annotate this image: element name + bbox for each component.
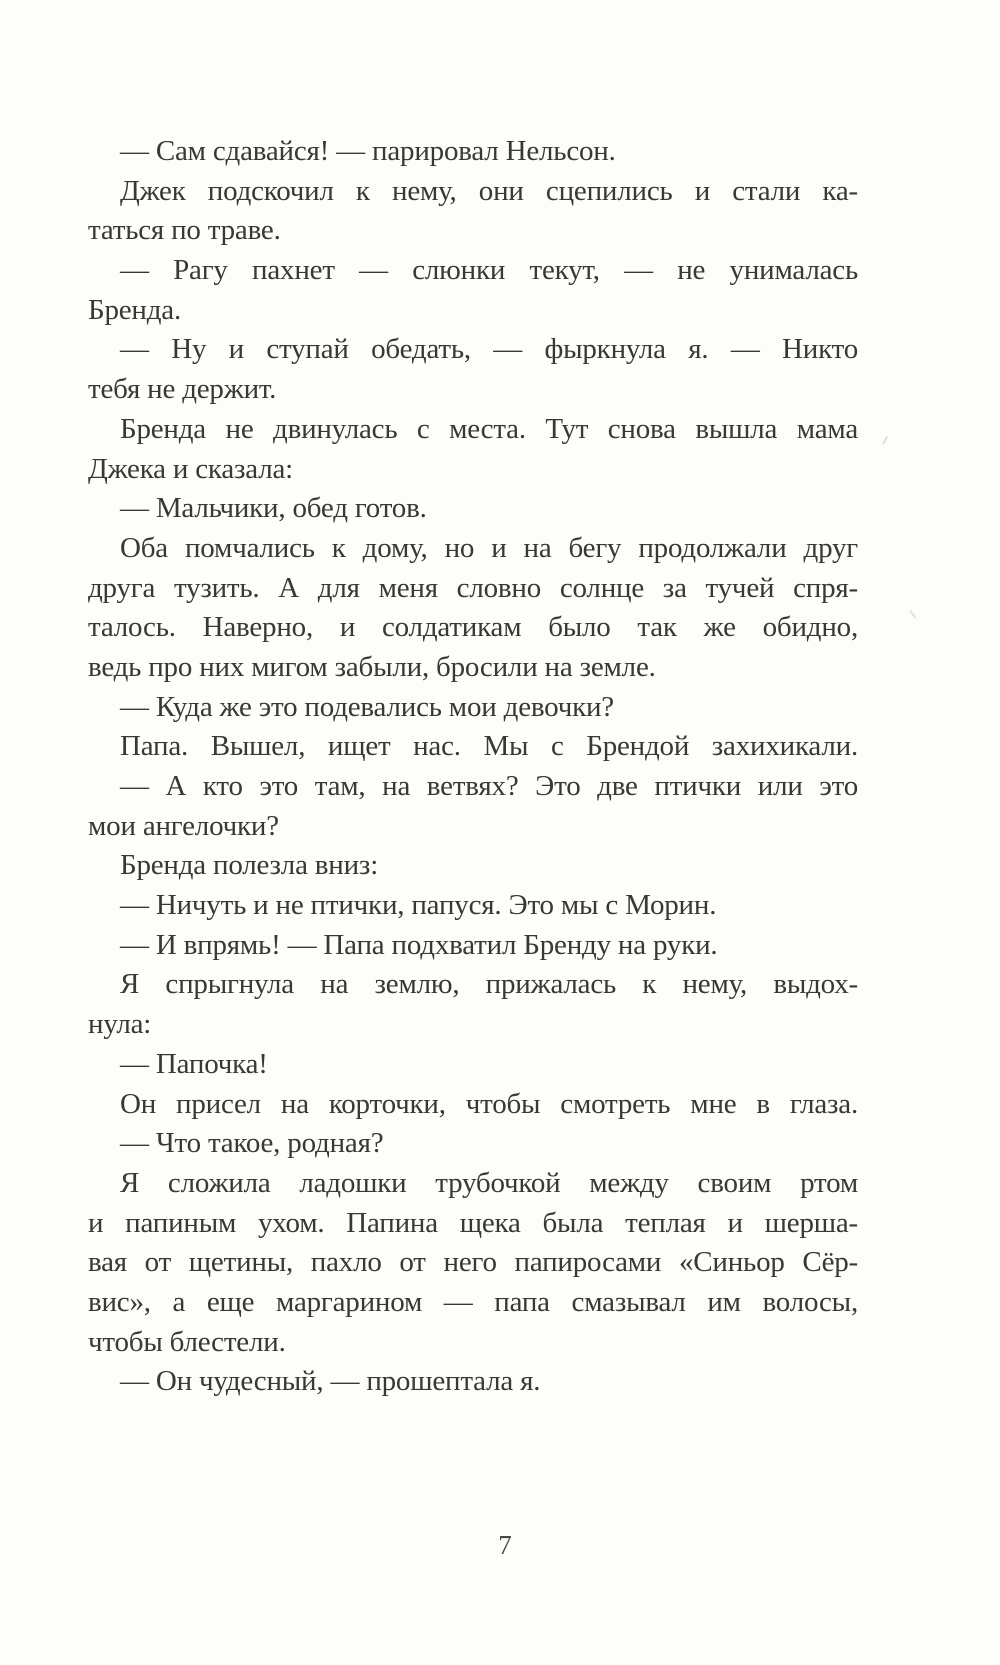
text-line: — Что такое, родная? — [120, 1127, 384, 1160]
text-line: Оба помчались к дому, но и на бегу продолжали друг — [120, 531, 858, 564]
text-line: тебя не держит. — [88, 373, 277, 406]
text-line: Я сложила ладошки трубочкой между своим ртом — [120, 1166, 858, 1199]
text-line: Я спрыгнула на землю, прижалась к нему, выдох- — [120, 968, 858, 1001]
text-line: — Папочка! — [120, 1047, 268, 1080]
text-line: таться по траве. — [88, 214, 281, 247]
text-line: Папа. Вышел, ищет нас. Мы с Брендой захихикали. — [120, 730, 858, 763]
page-number: 7 — [498, 1530, 512, 1560]
text-line: — Куда же это подевались мои девочки? — [120, 690, 614, 723]
text-line: — Ну и ступай обедать, — фыркнула я. — Никто — [120, 333, 858, 366]
text-line: и папиным ухом. Папина щека была теплая и шерша- — [88, 1206, 858, 1239]
text-line: Бренда полезла вниз: — [120, 849, 379, 882]
page-body-text — [88, 132, 858, 1402]
text-line: Он присел на корточки, чтобы смотреть мне в глаза. — [120, 1087, 858, 1120]
text-line: друга тузить. А для меня словно солнце за тучей спря- — [88, 571, 858, 604]
text-line: чтобы блестели. — [88, 1325, 286, 1358]
text-line: мои ангелочки? — [88, 809, 279, 842]
text-line: Джек подскочил к нему, они сцепились и стали ка- — [120, 174, 858, 207]
paper-speck — [910, 610, 917, 619]
text-line: вая от щетины, пахло от него папиросами «Синьор Сёр- — [88, 1246, 858, 1279]
text-line: — Он чудесный, — прошептала я. — [120, 1365, 541, 1398]
text-line: Джека и сказала: — [88, 452, 294, 485]
text-line: талось. Наверно, и солдатикам было так же обидно, — [88, 611, 858, 644]
text-line: — Мальчики, обед готов. — [120, 492, 427, 525]
text-line: Бренда. — [88, 293, 182, 326]
text-line: — А кто это там, на ветвях? Это две птички или это — [120, 770, 858, 802]
text-line: Бренда не двинулась с места. Тут снова вышла мама — [120, 412, 858, 445]
text-line: — Сам сдавайся! — парировал Нельсон. — [120, 135, 616, 167]
text-line: — Ничуть и не птички, папуся. Это мы с Морин. — [120, 889, 717, 922]
text-line: нула: — [88, 1008, 152, 1041]
text-line: вис», а еще маргарином — папа смазывал им волосы, — [88, 1285, 858, 1318]
text-line: — Рагу пахнет — слюнки текут, — не унималась — [120, 254, 858, 287]
paper-speck — [882, 436, 888, 445]
text-line: ведь про них мигом забыли, бросили на земле. — [88, 650, 656, 683]
text-line: — И впрямь! — Папа подхватил Бренду на руки. — [120, 928, 718, 961]
